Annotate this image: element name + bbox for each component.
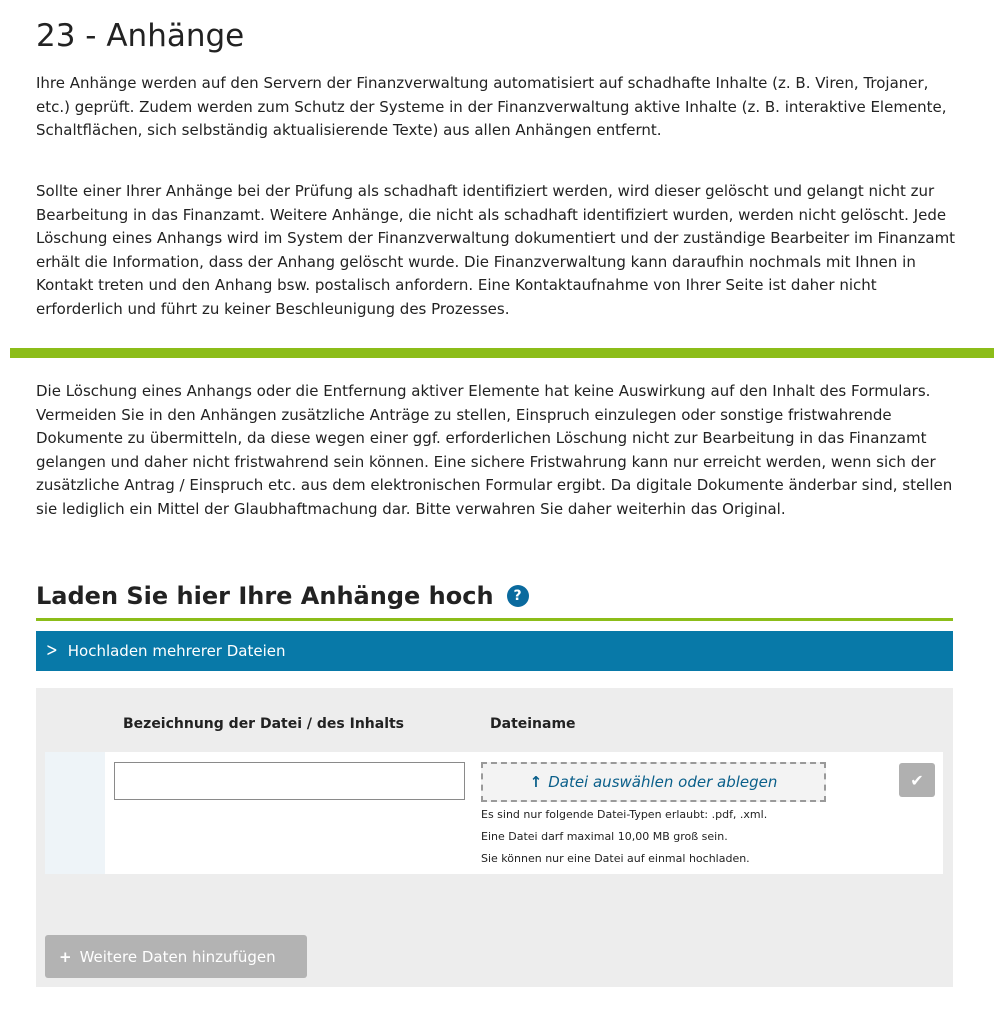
upload-arrow-icon: ↑ xyxy=(529,773,543,791)
info-paragraph-3: Die Löschung eines Anhangs oder die Entfernung aktiver Elemente hat keine Auswirkung auf den Inhalt des Formulars. Vermeiden Sie in den Anhängen zusätzliche Anträge zu stellen, Einspruch einzulegen oder sonstige fristwahrende Dokumente zu übermitteln, da diese wegen einer ggf. erforderlichen Löschung nicht zur Bearbeitung in das Finanzamt gelangen und daher nicht fristwahrend sein können. Eine sichere Fristwahrung kann nur erreicht werden, wenn sich der zusätzliche Antrag / Einspruch etc. aus dem elektronischen Formular ergibt. Da digitale Dokumente änderbar sind, stellen sie lediglich ein Mittel der Glaubhaftmachung dar. Bitte verwahren Sie daher weiterhin das Original. xyxy=(36,382,953,518)
page-title: 23 - Anhänge xyxy=(36,18,245,54)
info-paragraph-1: Ihre Anhänge werden auf den Servern der Finanzverwaltung automatisiert auf schadhafte Inhalte (z. B. Viren, Trojaner, etc.) geprüft. Zudem werden zum Schutz der Systeme in der Finanzverwaltung aktive Inhalte (z. B. interaktive Elemente, Schaltflächen, sich selbständig aktualisierende Texte) aus allen Anhängen entfernt. xyxy=(36,74,947,139)
single-file-hint: Sie können nur eine Datei auf einmal hochladen. xyxy=(481,852,750,865)
plus-icon: + xyxy=(59,947,72,966)
file-type-hint: Es sind nur folgende Datei-Typen erlaubt: .pdf, .xml. xyxy=(481,808,768,821)
multi-upload-label: Hochladen mehrerer Dateien xyxy=(67,642,286,660)
upload-section-heading xyxy=(36,582,529,610)
file-description-input[interactable] xyxy=(114,762,465,800)
column-header-filename: Dateiname xyxy=(490,716,576,732)
column-header-description: Bezeichnung der Datei / des Inhalts xyxy=(123,716,405,732)
row-handle xyxy=(45,752,105,874)
heading-underline xyxy=(36,618,953,621)
file-dropzone[interactable] xyxy=(481,762,826,802)
chevron-right-icon: > xyxy=(46,640,58,662)
add-more-data-button[interactable] xyxy=(45,935,307,978)
help-icon[interactable]: ? xyxy=(507,585,529,607)
file-size-hint: Eine Datei darf maximal 10,00 MB groß sein. xyxy=(481,830,728,843)
checkmark-icon: ✔ xyxy=(910,770,924,790)
dropzone-label: Datei auswählen oder ablegen xyxy=(548,773,778,791)
confirm-row-button[interactable] xyxy=(899,763,935,797)
multi-upload-toggle[interactable] xyxy=(36,631,953,671)
info-paragraph-2: Sollte einer Ihrer Anhänge bei der Prüfung als schadhaft identifiziert werden, wird dieser gelöscht und gelangt nicht zur Bearbeitung in das Finanzamt. Weitere Anhänge, die nicht als schadhaft identifiziert wurden, werden nicht gelöscht. Jede Löschung eines Anhangs wird im System der Finanzverwaltung dokumentiert und der zuständige Bearbeiter im Finanzamt erhält die Information, dass der Anhang gelöscht wurde. Die Finanzverwaltung kann daraufhin nochmals mit Ihnen in Kontakt treten und den Anhang bsw. postalisch anfordern. Eine Kontaktaufnahme von Ihrer Seite ist daher nicht erforderlich und führt zu keiner Beschleunigung des Prozesses. xyxy=(36,182,956,318)
upload-heading-text: Laden Sie hier Ihre Anhänge hoch xyxy=(36,582,494,610)
section-divider xyxy=(10,348,994,358)
add-more-data-label: Weitere Daten hinzufügen xyxy=(79,947,276,966)
